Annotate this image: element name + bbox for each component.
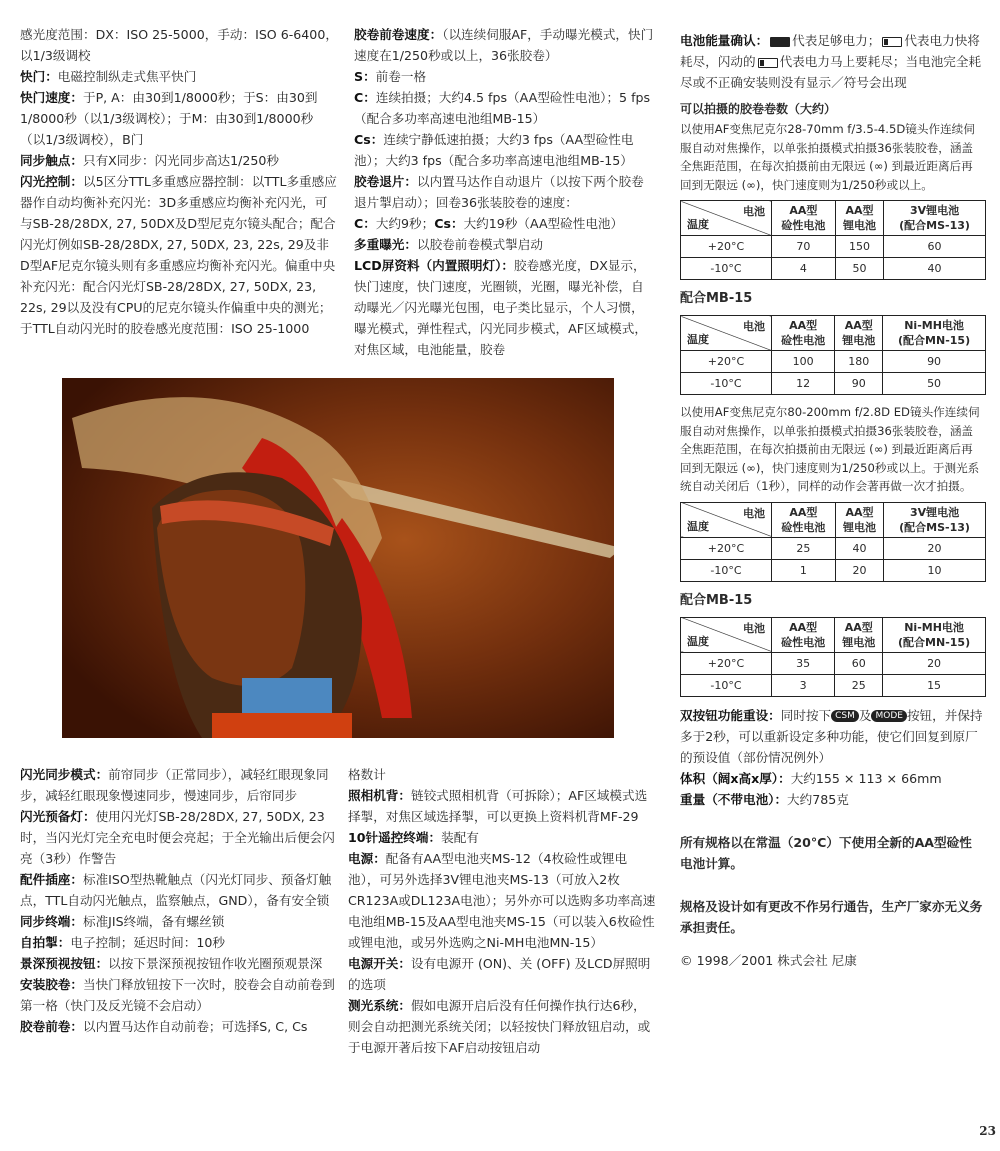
table-cell: 1 <box>772 559 836 581</box>
corner-battery-label: 电池 <box>743 621 765 635</box>
spec-column-1-lower <box>20 764 338 1037</box>
copyright: © 1998／2001 株式会社 尼康 <box>680 952 857 968</box>
battery-table-3 <box>680 502 984 582</box>
table-header-cell: AA型 锂电池 <box>835 316 883 351</box>
table-cell: +20°C <box>681 351 772 373</box>
shutter-spec: 快门：电磁控制纵走式焦平快门 <box>20 69 197 84</box>
metering-system-spec: 测光系统：假如电源开启后没有任何操作执行达6秒，则会自动把测光系统关闭；以轻按快门释放钮启动，或于电源开著后按下AF启动按钮启动 <box>348 998 651 1055</box>
table-header-cell: 3V锂电池 (配合MS-13) <box>884 201 986 236</box>
table-header-cell: AA型 硷性电池 <box>772 617 835 652</box>
cs-mode-spec: Cs：连续宁静低速拍摄；大约3 fps（AA型硷性电池）；大约3 fps（配合多功率高速电池组MB-15） <box>354 132 634 168</box>
table-cell: -10°C <box>681 373 772 395</box>
table-row <box>681 236 986 258</box>
corner-temp-label: 温度 <box>687 218 709 231</box>
table-header-cell: AA型 锂电池 <box>835 502 883 537</box>
flash-control-spec: 闪光控制：以5区分TTL多重感应器控制：以TTL多重感应器作自动均衡补充闪光：3D多重感应均衡补充闪光，可与SB-28/28DX, 27, 50DX及D型尼克尔镜头配合；配合闪光灯例如SB-28/28DX, 27, 50DX, 23, 22s, 29及非D型AF尼克尔镜头则有多重感应均衡补充闪光。偏重中央补充闪光：配合闪光灯SB-28/28DX, 27, 50DX, 23, 22s, 29以及没有CPU的尼克尔镜头作偏重中央的测光；于TTL自动闪光时的胶卷感光度范围：ISO 25-1000 <box>20 174 337 336</box>
table-header-cell: Ni-MH电池 (配合MN-15) <box>883 316 986 351</box>
spec-column-3 <box>680 30 984 971</box>
table-row <box>681 652 986 674</box>
table-cell: 10 <box>884 559 986 581</box>
table-row <box>681 537 986 559</box>
table-row <box>681 559 986 581</box>
sync-contact-spec: 同步触点：只有X同步：闪光同步高达1/250秒 <box>20 153 280 168</box>
table-cell: 50 <box>883 373 986 395</box>
corner-temp-label: 温度 <box>687 634 709 648</box>
table-corner-cell <box>681 502 772 537</box>
dof-preview-spec: 景深预视按钮：以按下景深预视按钮作收光圈预观景深 <box>20 956 323 971</box>
table-corner-cell <box>681 201 772 236</box>
corner-temp-label: 温度 <box>687 333 709 346</box>
table-cell: 150 <box>835 236 883 258</box>
self-timer-spec: 自拍掣：电子控制；延迟时间：10秒 <box>20 935 225 950</box>
camera-back-spec: 照相机背：链铰式照相机背（可拆除）；AF区域模式选择掣，对焦区域选择掣，可以更换上资料机背MF-29 <box>348 788 648 824</box>
table-cell: 100 <box>772 351 835 373</box>
film-advance-spec: 胶卷前卷：以内置马达作自动前卷；可选择S, C, Cs <box>20 1019 308 1034</box>
table-cell: 15 <box>883 674 986 696</box>
battery-table <box>680 617 986 697</box>
table-cell: -10°C <box>681 258 772 280</box>
battery-check-spec: 电池能量确认： 代表足够电力； 代表电力快将耗尽，闪动的 代表电力马上要耗尽；当电池完全耗尽或不正确安装则没有显示／符号会出现 <box>680 33 982 90</box>
table-cell: 3 <box>772 674 835 696</box>
shots-note-1: 以使用AF变焦尼克尔28-70mm f/3.5-4.5D镜头作连续伺服自动对焦操作，以单张拍摄模式拍摄36张装胶卷，涵盖全焦距范围，在每次拍摄前由无限远 (∞) 到最近距离后再回到无限远 (∞)，快门速度则为1/250秒或以上。 <box>680 122 975 192</box>
battery-full-icon <box>770 37 790 47</box>
table-cell: -10°C <box>681 674 772 696</box>
table-cell: +20°C <box>681 652 772 674</box>
rewind-spec: 胶卷退片：以内置马达作自动退片（以按下两个胶卷退片掣启动）；回卷36张装胶卷的速度： <box>354 174 644 210</box>
size-spec: 体积（阔x高x厚）：大约155 × 113 × 66mm <box>680 770 942 786</box>
accessory-shoe-spec: 配件插座：标准ISO型热靴触点（闪光灯同步、预备灯触点，TTL自动闪光触点，监察触点，GND），备有安全锁 <box>20 872 332 908</box>
table-header-cell: AA型 锂电池 <box>835 617 883 652</box>
table-cell: 20 <box>883 652 986 674</box>
mb15-heading: 配合MB-15 <box>680 291 753 306</box>
table-cell: -10°C <box>681 559 772 581</box>
table-cell: 90 <box>835 373 883 395</box>
table-cell: 70 <box>772 236 836 258</box>
table-cell: +20°C <box>681 537 772 559</box>
power-switch-spec: 电源开关：设有电源开 (ON)、关 (OFF) 及LCD屏照明的选项 <box>348 956 651 992</box>
battery-table-1 <box>680 200 984 280</box>
table-cell: 25 <box>772 537 836 559</box>
table-corner-cell <box>681 316 772 351</box>
table-cell: 40 <box>835 537 883 559</box>
battery-table <box>680 315 986 395</box>
table-corner-cell <box>681 617 772 652</box>
table-header-cell: 3V锂电池 (配合MS-13) <box>884 502 986 537</box>
portrait-photo <box>62 378 614 738</box>
film-loading-spec: 安装胶卷：当快门释放钮按下一次时，胶卷会自动前卷到第一格（快门及反光镜不会启动） <box>20 977 335 1013</box>
table-cell: 180 <box>835 351 883 373</box>
table-header-cell: AA型 硷性电池 <box>772 316 835 351</box>
table-row <box>681 351 986 373</box>
table-cell: 25 <box>835 674 883 696</box>
frame-counter-spec: 格数计 <box>348 767 386 782</box>
table-cell: 40 <box>884 258 986 280</box>
table-cell: 12 <box>772 373 835 395</box>
table-row <box>681 373 986 395</box>
table-row <box>681 258 986 280</box>
sync-terminal-spec: 同步终端：标准JIS终端，备有螺丝锁 <box>20 914 225 929</box>
shutter-speed-spec: 快门速度：于P, A：由30到1/8000秒；于S：由30到1/8000秒（以1/3级调校）；于M：由30到1/8000秒（以1/3级调校），B门 <box>20 90 318 147</box>
rewind-times: C：大约9秒；Cs：大约19秒（AA型硷性电池） <box>354 216 624 231</box>
power-source-spec: 电源：配备有AA型电池夹MS-12（4枚硷性或锂电池），可另外选择3V锂电池夹MS-13（可放入2枚CR123A或DL123A电池）；另外亦可以选购多功率高速电池组MB-15及AA型电池夹MS-15（可以装入6枚硷性或锂电池，或另外选购之Ni-MH电池MN-15） <box>348 851 656 950</box>
table-cell: 4 <box>772 258 836 280</box>
portrait-illustration <box>62 378 614 738</box>
csm-button-icon: CSM <box>831 710 859 722</box>
mode-button-icon: MODE <box>871 710 906 722</box>
advance-speed-spec: 胶卷前卷速度：（以连续伺服AF，手动曝光模式，快门速度在1/250秒或以上，36张胶卷） <box>354 27 654 63</box>
table-cell: 90 <box>883 351 986 373</box>
spec-column-1 <box>20 24 338 339</box>
corner-battery-label: 电池 <box>743 320 765 333</box>
shots-note-2: 以使用AF变焦尼克尔80-200mm f/2.8D ED镜头作连续伺服自动对焦操作，以单张拍摄模式拍摄36张装胶卷，涵盖全焦距范围，在每次拍摄前由无限远 (∞) 到最近距离后再回到无限远 (∞)，快门速度则为1/250秒或以上。于测光系统自动关闭后（1秒），同样的动作会著再做一次才拍摄。 <box>680 405 980 493</box>
shots-title: 可以拍摄的胶卷卷数（大约） <box>680 102 837 116</box>
battery-table-2 <box>680 315 984 395</box>
table-header-cell: AA型 锂电池 <box>835 201 883 236</box>
table-cell: 60 <box>884 236 986 258</box>
reset-spec: 双按钮功能重设：同时按下 CSM 及 MODE 按钮，并保持多于2秒，可以重新设定多种功能，使它们回复到原厂的预设值（部份情况例外） <box>680 707 983 765</box>
table-cell: 35 <box>772 652 835 674</box>
flash-sync-mode-spec: 闪光同步模式：前帘同步（正常同步），减轻红眼现象同步，减轻红眼现象慢速同步，慢速同步，后帘同步 <box>20 767 329 803</box>
ready-light-spec: 闪光预备灯：使用闪光灯SB-28/28DX, 27, 50DX, 23时，当闪光灯完全充电时便会亮起；于全光输出后便会闪亮（3秒）作警告 <box>20 809 335 866</box>
table-header-cell: Ni-MH电池 (配合MN-15) <box>883 617 986 652</box>
iso-range: 感光度范围：DX：ISO 25-5000，手动：ISO 6-6400，以1/3级调校 <box>20 27 338 63</box>
table-cell: 20 <box>884 537 986 559</box>
table-cell: 50 <box>835 258 883 280</box>
mb15-heading: 配合MB-15 <box>680 592 753 608</box>
battery-table-4 <box>680 617 984 697</box>
corner-battery-label: 电池 <box>743 506 765 520</box>
page-number: 23 <box>979 1124 996 1138</box>
table-cell: +20°C <box>681 236 772 258</box>
battery-table <box>680 502 986 582</box>
table-cell: 20 <box>835 559 883 581</box>
note-battery: 所有规格以在常温（20°C）下使用全新的AA型硷性电池计算。 <box>680 834 972 871</box>
lcd-spec: LCD屏资料（内置照明灯）：胶卷感光度，DX显示，快门速度，快门速度，光圈锁，光圈，曝光补偿，自动曝光／闪光曝光包围，电子类比显示，个人习惯，曝光模式，弹性程式，闪光同步模式，AF区域模式，对焦区域，电池能量，胶卷 <box>354 258 647 357</box>
s-mode-spec: S：前卷一格 <box>354 69 427 84</box>
battery-low-icon <box>882 37 902 47</box>
table-header-cell: AA型 硷性电池 <box>772 502 836 537</box>
weight-spec: 重量（不带电池）：大约785克 <box>680 791 849 807</box>
c-mode-spec: C：连续拍摄；大约4.5 fps（AA型硷性电池）；5 fps（配合多功率高速电池组MB-15） <box>354 90 651 126</box>
spec-column-2-lower <box>348 764 656 1058</box>
battery-table <box>680 200 986 280</box>
note-disclaimer: 规格及设计如有更改不作另行通告，生产厂家亦无义务承担责任。 <box>680 898 983 935</box>
corner-temp-label: 温度 <box>687 519 709 533</box>
remote-terminal-spec: 10针遥控终端：装配有 <box>348 830 479 845</box>
battery-low-icon <box>758 58 778 68</box>
table-row <box>681 674 986 696</box>
table-header-cell: AA型 硷性电池 <box>772 201 836 236</box>
corner-battery-label: 电池 <box>743 205 765 218</box>
multi-exposure-spec: 多重曝光：以胶卷前卷模式掣启动 <box>354 237 543 252</box>
spec-column-2 <box>354 24 656 360</box>
table-cell: 60 <box>835 652 883 674</box>
